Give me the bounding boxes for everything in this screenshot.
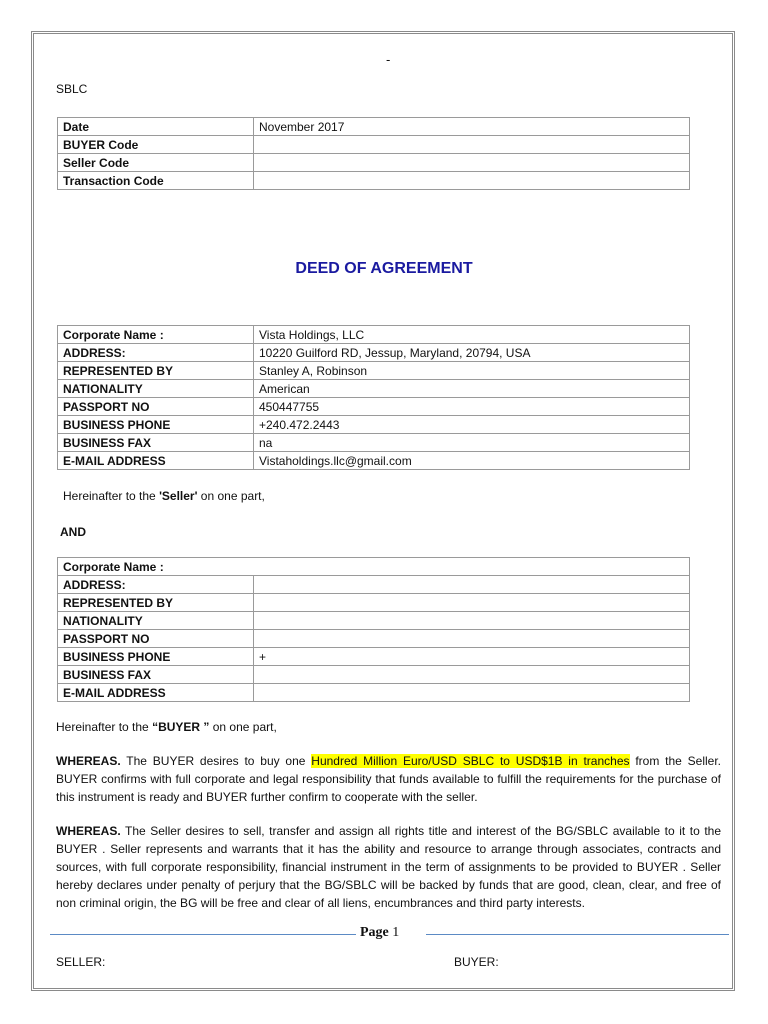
field-value	[254, 684, 690, 702]
field-value	[254, 576, 690, 594]
table-row	[58, 612, 690, 630]
header-dash: -	[386, 52, 391, 67]
whereas-2-lead: WHEREAS.	[56, 824, 121, 838]
field-value: November 2017	[254, 118, 690, 136]
field-value	[254, 666, 690, 684]
field-value: American	[254, 380, 690, 398]
whereas-clause-seller	[56, 822, 721, 912]
seller-party-note	[63, 487, 265, 505]
whereas-1-before: The BUYER desires to buy one	[120, 754, 312, 768]
buyer-details-table	[57, 557, 690, 702]
buyer-note-party: “BUYER ”	[152, 720, 210, 734]
field-value: Stanley A, Robinson	[254, 362, 690, 380]
whereas-1-after: from the Seller. BUYER confirms with full corporate and legal responsibility that funds available to fulfill the requirements for the purchase of this instrument is ready and BUYER further confirm to cooperate with the seller.	[56, 754, 721, 804]
seller-note-party: 'Seller'	[159, 489, 198, 503]
table-row	[58, 434, 690, 452]
buyer-note-prefix: Hereinafter to the	[56, 720, 153, 734]
table-row	[58, 452, 690, 470]
field-value	[254, 612, 690, 630]
seller-details-table	[57, 325, 690, 470]
field-value: 450447755	[254, 398, 690, 416]
seller-note-suffix: on one part,	[197, 489, 265, 503]
buyer-note-suffix: on one part,	[209, 720, 277, 734]
buyer-signature-label: BUYER:	[454, 955, 499, 969]
table-row	[58, 398, 690, 416]
field-value: na	[254, 434, 690, 452]
field-label: Transaction Code	[58, 172, 254, 190]
table-row	[58, 380, 690, 398]
sblc-label: SBLC	[56, 82, 88, 96]
table-row	[58, 558, 690, 576]
table-row	[58, 648, 690, 666]
field-label: PASSPORT NO	[58, 398, 254, 416]
transaction-info-table	[57, 117, 690, 190]
field-label: REPRESENTED BY	[58, 362, 254, 380]
table-row	[58, 416, 690, 434]
field-value	[254, 172, 690, 190]
field-label: NATIONALITY	[58, 612, 254, 630]
table-row	[58, 666, 690, 684]
document-title: DEED OF AGREEMENT	[295, 260, 473, 277]
field-label: BUSINESS PHONE	[58, 648, 254, 666]
field-value	[254, 154, 690, 172]
page-number: 1	[392, 925, 400, 940]
field-label: E-MAIL ADDRESS	[58, 452, 254, 470]
field-label: BUSINESS PHONE	[58, 416, 254, 434]
field-value: +	[254, 648, 690, 666]
field-label: Corporate Name :	[58, 558, 690, 576]
table-row	[58, 344, 690, 362]
seller-note-prefix: Hereinafter to the	[63, 489, 160, 503]
footer-rule-right	[426, 934, 729, 935]
field-label: PASSPORT NO	[58, 630, 254, 648]
and-label: AND	[60, 525, 86, 539]
table-row	[58, 594, 690, 612]
field-label: ADDRESS:	[58, 576, 254, 594]
seller-signature-label: SELLER:	[56, 955, 106, 969]
whereas-2-text: The Seller desires to sell, transfer and assign all rights title and interest of the BG/SBLC available to it to the BUYER . Seller represents and warrants that it has the ability and resource to arrange through associates, contracts and sources, with full corporate responsibility, financial instrument in the term of assignments to be provided to BUYER . Seller hereby declares under penalty of perjury that the BG/SBLC will be backed by funds that are good, clean, clear, and free of non criminal origin, the BG will be free and clear of all liens, encumbrances and third party interests.	[56, 824, 721, 910]
field-value	[254, 136, 690, 154]
table-row	[58, 576, 690, 594]
field-value	[254, 594, 690, 612]
field-label: BUYER Code	[58, 136, 254, 154]
table-row	[58, 172, 690, 190]
table-row	[58, 154, 690, 172]
field-label: Seller Code	[58, 154, 254, 172]
table-row	[58, 136, 690, 154]
field-label: REPRESENTED BY	[58, 594, 254, 612]
buyer-party-note	[56, 718, 277, 736]
footer-rule-left	[50, 934, 356, 935]
whereas-1-lead: WHEREAS.	[56, 754, 121, 768]
field-value	[254, 630, 690, 648]
table-row	[58, 118, 690, 136]
whereas-clause-buyer	[56, 752, 721, 806]
table-row	[58, 630, 690, 648]
table-row	[58, 326, 690, 344]
field-value: Vista Holdings, LLC	[254, 326, 690, 344]
field-label: Date	[58, 118, 254, 136]
whereas-1-highlight: Hundred Million Euro/USD SBLC to USD$1B in tranches	[311, 754, 630, 768]
field-label: BUSINESS FAX	[58, 434, 254, 452]
field-label: ADDRESS:	[58, 344, 254, 362]
field-label: NATIONALITY	[58, 380, 254, 398]
table-row	[58, 684, 690, 702]
page-word: Page	[360, 925, 389, 940]
field-value: Vistaholdings.llc@gmail.com	[254, 452, 690, 470]
field-label: E-MAIL ADDRESS	[58, 684, 254, 702]
field-value: 10220 Guilford RD, Jessup, Maryland, 20794, USA	[254, 344, 690, 362]
field-label: BUSINESS FAX	[58, 666, 254, 684]
table-row	[58, 362, 690, 380]
field-value: +240.472.2443	[254, 416, 690, 434]
field-label: Corporate Name :	[58, 326, 254, 344]
page-number-label	[360, 925, 399, 941]
